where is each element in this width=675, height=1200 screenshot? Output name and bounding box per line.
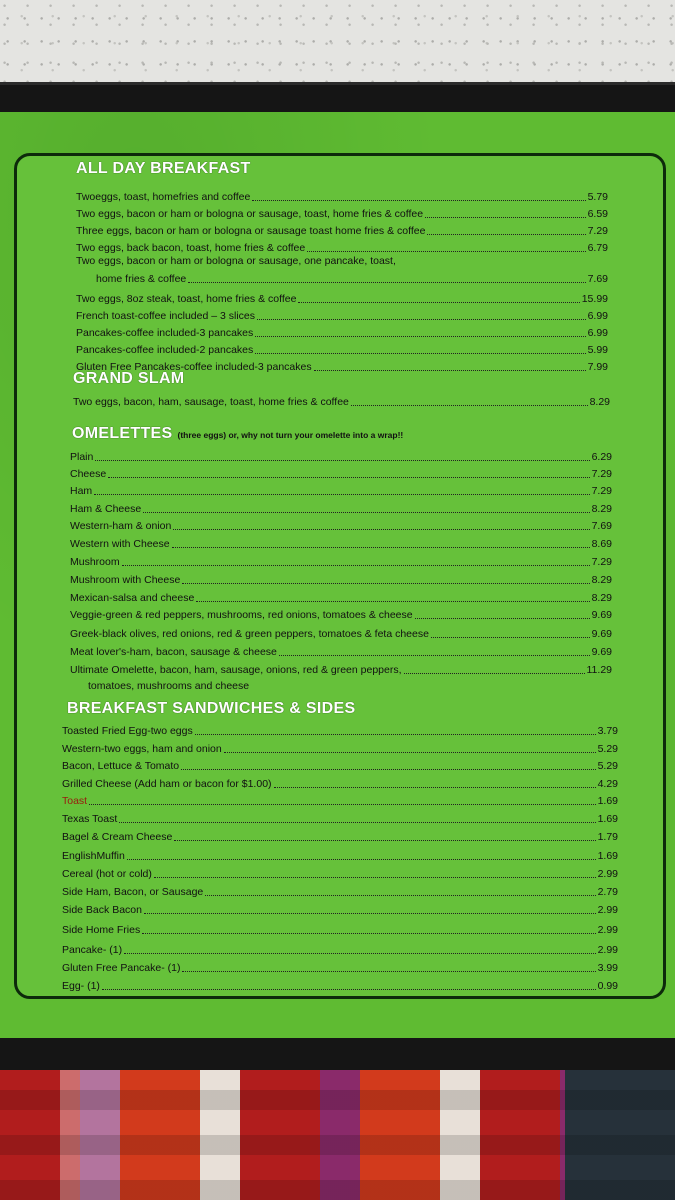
menu-item-name: Plain	[70, 451, 94, 463]
menu-item	[70, 464, 612, 481]
menu-item-price: 9.69	[591, 609, 612, 621]
dot-leader	[89, 804, 595, 805]
dot-leader	[127, 859, 596, 860]
menu-item-name: Toast	[62, 795, 88, 807]
dot-leader	[108, 477, 589, 478]
menu-item-name: Mexican-salsa and cheese	[70, 592, 195, 604]
dot-leader	[182, 971, 595, 972]
section-title-text: BREAKFAST SANDWICHES & SIDES	[67, 700, 356, 717]
dot-leader	[182, 583, 589, 584]
dot-leader	[257, 319, 586, 320]
dot-leader	[173, 529, 589, 530]
section-title-omelettes	[72, 425, 403, 443]
dot-leader	[144, 913, 596, 914]
menu-item-name: Pancakes-coffee included-2 pancakes	[76, 344, 254, 356]
menu-item-price: 7.29	[591, 556, 612, 568]
menu-item-name: Toasted Fried Egg-two eggs	[62, 725, 193, 737]
menu-item-name: Two eggs, 8oz steak, toast, home fries & coffee	[76, 293, 297, 305]
menu-item-name: Gluten Free Pancake- (1)	[62, 962, 181, 974]
menu-item-name: Side Back Bacon	[62, 904, 142, 916]
menu-item	[70, 481, 612, 498]
menu-item-price: 8.29	[589, 396, 610, 408]
dot-leader	[122, 565, 590, 566]
menu-item-name: Two eggs, bacon, ham, sausage, toast, home fries & coffee	[73, 396, 349, 408]
menu-item-price: 7.29	[587, 225, 608, 237]
menu-item-name: Cereal (hot or cold)	[62, 868, 152, 880]
menu-item-price: 11.29	[586, 664, 612, 676]
menu-item-name: Bacon, Lettuce & Tomato	[62, 760, 180, 772]
dot-leader	[431, 637, 590, 638]
menu-item	[62, 920, 618, 937]
tablecloth-shade	[0, 1070, 675, 1200]
menu-item-name: Grilled Cheese (Add ham or bacon for $1.00)	[62, 778, 272, 790]
dot-leader	[224, 752, 596, 753]
menu-item-price: 7.69	[587, 273, 608, 285]
menu-item	[62, 864, 618, 881]
section-title-breakfast-sandwiches-sides	[67, 700, 355, 718]
menu-item-price: 1.69	[597, 850, 618, 862]
menu-item-name: Ham & Cheese	[70, 503, 142, 515]
dot-leader	[314, 370, 586, 371]
dot-leader	[119, 822, 595, 823]
dot-leader	[279, 655, 590, 656]
menu-item-price: 6.79	[587, 242, 608, 254]
menu-item	[62, 882, 618, 899]
section-title-text: GRAND SLAM	[73, 370, 185, 387]
menu-item-continuation: home fries & coffee	[96, 273, 187, 285]
menu-item	[62, 827, 618, 844]
menu-item	[76, 238, 608, 255]
menu-item	[62, 846, 618, 863]
menu-item	[76, 340, 608, 357]
menu-item-name: Side Home Fries	[62, 924, 141, 936]
menu-item-price: 6.59	[587, 208, 608, 220]
menu-item	[62, 756, 618, 773]
menu-item-name: Twoeggs, toast, homefries and coffee	[76, 191, 251, 203]
menu-item	[73, 392, 610, 409]
dot-leader	[142, 933, 595, 934]
menu-item-name: Two eggs, bacon or ham or bologna or sausage, one pancake, toast,	[76, 255, 396, 267]
section-title-all-day-breakfast	[76, 160, 251, 178]
dot-leader	[307, 251, 585, 252]
menu-item	[70, 605, 612, 622]
menu-item-price: 8.29	[591, 503, 612, 515]
menu-item-name: Two eggs, back bacon, toast, home fries & coffee	[76, 242, 306, 254]
menu-item	[70, 447, 612, 464]
menu-item-price: 2.99	[597, 944, 618, 956]
menu-item-name: Side Ham, Bacon, or Sausage	[62, 886, 204, 898]
menu-item-name: Bagel & Cream Cheese	[62, 831, 173, 843]
menu-item-name: EnglishMuffin	[62, 850, 125, 862]
menu-item-price: 8.29	[591, 574, 612, 586]
menu-item	[70, 588, 612, 605]
dot-leader	[143, 512, 589, 513]
menu-item	[62, 940, 618, 957]
menu-item	[62, 721, 618, 738]
menu-item-price: 2.99	[597, 924, 618, 936]
countertop-background	[0, 0, 675, 90]
menu-item-price: 15.99	[581, 293, 608, 305]
menu-item-price: 3.79	[597, 725, 618, 737]
menu-item-price: 7.69	[591, 520, 612, 532]
section-title-text: ALL DAY BREAKFAST	[76, 160, 251, 177]
menu-item	[70, 516, 612, 533]
menu-item-price: 5.29	[597, 760, 618, 772]
menu-item-price: 1.69	[597, 795, 618, 807]
dot-leader	[102, 989, 596, 990]
menu-item-name: Pancake- (1)	[62, 944, 123, 956]
dot-leader	[298, 302, 579, 303]
menu-item-price: 1.79	[597, 831, 618, 843]
menu-item-name: Western-two eggs, ham and onion	[62, 743, 222, 755]
dot-leader	[181, 769, 595, 770]
dot-leader	[255, 353, 585, 354]
dot-leader	[172, 547, 590, 548]
menu-item	[76, 221, 608, 238]
menu-item-price: 2.79	[597, 886, 618, 898]
menu-item-price: 8.69	[591, 538, 612, 550]
menu-item-price: 9.69	[591, 646, 612, 658]
menu-item	[70, 624, 612, 641]
section-title-grand-slam	[73, 370, 184, 388]
menu-item-price: 8.29	[591, 592, 612, 604]
menu-item-name: French toast-coffee included – 3 slices	[76, 310, 255, 322]
menu-item	[62, 809, 618, 826]
dot-leader	[255, 336, 585, 337]
menu-item	[62, 739, 618, 756]
menu-item-price: 5.79	[587, 191, 608, 203]
dot-leader	[205, 895, 595, 896]
menu-item-price: 0.99	[597, 980, 618, 992]
dot-leader	[124, 953, 595, 954]
dot-leader	[94, 494, 589, 495]
dot-leader	[195, 734, 596, 735]
section-title-text: OMELETTES	[72, 425, 173, 442]
menu-item-name: Western-ham & onion	[70, 520, 172, 532]
dot-leader	[174, 840, 595, 841]
menu-item-name: Three eggs, bacon or ham or bologna or sausage toast home fries & coffee	[76, 225, 426, 237]
dot-leader	[415, 618, 590, 619]
menu-item-name: Gluten Free Pancakes-coffee included-3 pancakes	[76, 361, 312, 373]
menu-item	[76, 289, 608, 306]
menu-item	[62, 958, 618, 975]
dot-leader	[274, 787, 596, 788]
dot-leader	[95, 460, 589, 461]
menu-item	[70, 499, 612, 516]
menu-item	[70, 642, 612, 659]
menu-item	[76, 187, 608, 204]
menu-item-price: 5.99	[587, 344, 608, 356]
menu-item	[62, 774, 618, 791]
menu-item-price: 9.69	[591, 628, 612, 640]
menu-item	[70, 570, 612, 587]
menu-item	[70, 534, 612, 551]
menu-item-name: Two eggs, bacon or ham or bologna or sausage, toast, home fries & coffee	[76, 208, 424, 220]
dot-leader	[404, 673, 585, 674]
menu-item-price: 7.29	[591, 485, 612, 497]
menu-item-price: 5.29	[597, 743, 618, 755]
menu-item-name: Mushroom	[70, 556, 120, 568]
menu-item-price: 6.99	[587, 327, 608, 339]
menu-item-price: 1.69	[597, 813, 618, 825]
dot-leader	[196, 601, 589, 602]
menu-item-name: Western with Cheese	[70, 538, 170, 550]
menu-item	[62, 976, 618, 993]
dot-leader	[427, 234, 585, 235]
menu-item-name: Mushroom with Cheese	[70, 574, 181, 586]
menu-item-name: Texas Toast	[62, 813, 118, 825]
menu-item-price: 3.99	[597, 962, 618, 974]
menu-item-price: 6.29	[591, 451, 612, 463]
menu-item-name: Greek-black olives, red onions, red & green peppers, tomatoes & feta cheese	[70, 628, 429, 640]
menu-item-price: 4.29	[597, 778, 618, 790]
menu-item	[76, 306, 608, 323]
dot-leader	[351, 405, 588, 406]
menu-item-continuation: tomatoes, mushrooms and cheese	[88, 680, 250, 692]
menu-item	[62, 791, 618, 808]
dot-leader	[154, 877, 596, 878]
menu-item	[76, 323, 608, 340]
menu-item-price: 6.99	[587, 310, 608, 322]
dot-leader	[425, 217, 585, 218]
section-note: (three eggs) or, why not turn your omelette into a wrap!!	[177, 430, 404, 440]
menu-item-price: 7.99	[587, 361, 608, 373]
menu-item-price: 2.99	[597, 904, 618, 916]
menu-item-price: 2.99	[597, 868, 618, 880]
menu-item-name: Meat lover's-ham, bacon, sausage & cheese	[70, 646, 277, 658]
menu-item-name: Ultimate Omelette, bacon, ham, sausage, onions, red & green peppers,	[70, 664, 402, 676]
menu-item-name: Ham	[70, 485, 93, 497]
dot-leader	[188, 282, 585, 283]
menu-item	[70, 660, 612, 677]
menu-item-price: 7.29	[591, 468, 612, 480]
menu-item	[76, 204, 608, 221]
menu-item-name: Veggie-green & red peppers, mushrooms, red onions, tomatoes & cheese	[70, 609, 413, 621]
menu-item	[70, 552, 612, 569]
menu-item-name: Pancakes-coffee included-3 pancakes	[76, 327, 254, 339]
menu-item-name: Egg- (1)	[62, 980, 100, 992]
menu-item-name: Cheese	[70, 468, 107, 480]
dot-leader	[252, 200, 585, 201]
menu-item	[62, 900, 618, 917]
menu-item	[96, 269, 608, 286]
